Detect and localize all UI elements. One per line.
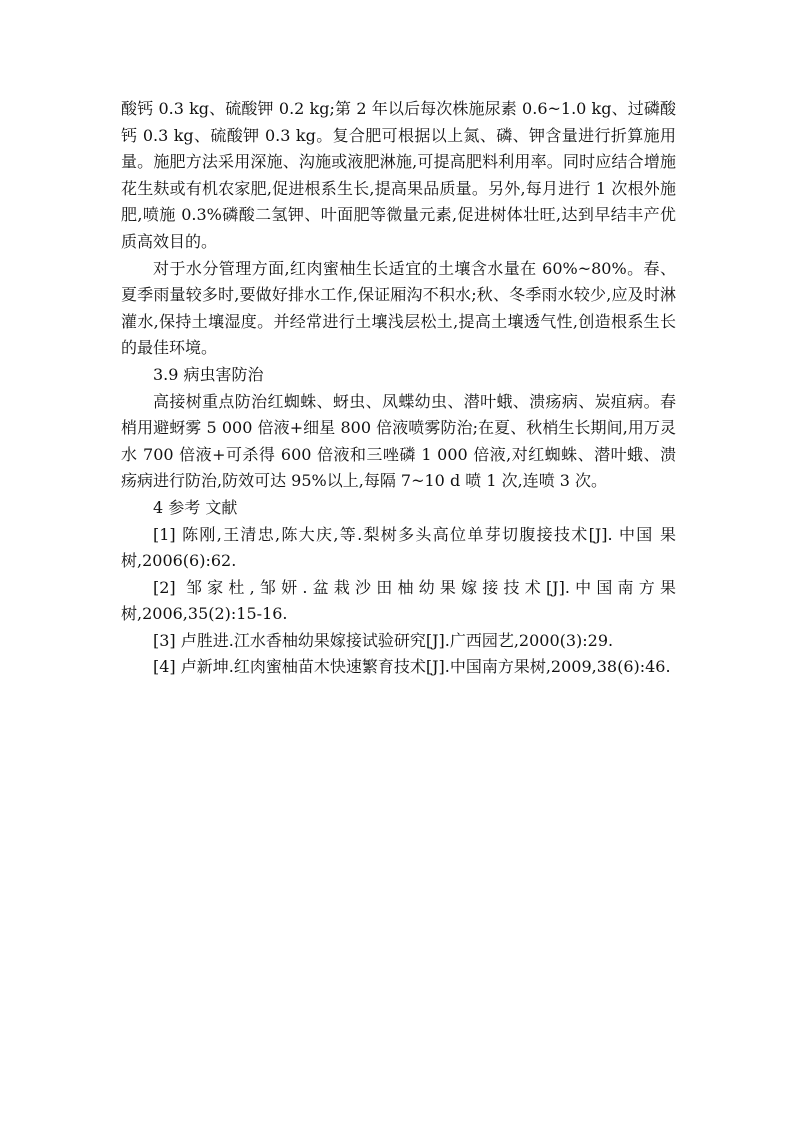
section-heading-pest-control: 3.9 病虫害防治 — [153, 364, 264, 384]
reference-item-3: [3] 卢胜进.江水香柚幼果嫁接试验研究[J].广西园艺,2000(3):29. — [153, 630, 614, 650]
fertilizer-paragraph: 酸钙 0.3 kg、硫酸钾 0.2 kg;第 2 年以后每次株施尿素 0.6~1.0 kg、过磷酸钙 0.3 kg、硫酸钾 0.3 kg。复合肥可根据以上氮、磷、钾含量进行折算施用量。施肥方法采用深施、沟施或液肥淋施,可提高肥料利用率。同时应结合增施花生麸或有机农家肥,促进根系生长,提高果品质量。另外,每月进行 1 次根外施肥,喷施 0.3%磷酸二氢钾、叶面肥等微量元素,促进树体壮旺,达到早结丰产优质高效目的。 — [121, 99, 676, 251]
water-management-paragraph: 对于水分管理方面,红肉蜜柚生长适宜的土壤含水量在 60%~80%。春、夏季雨量较多时,要做好排水工作,保证厢沟不积水;秋、冬季雨水较少,应及时淋灌水,保持土壤湿度。并经常进行土壤浅层松土,提高土壤透气性,创造根系生长的最佳环境。 — [121, 258, 676, 358]
pest-control-paragraph: 高接树重点防治红蜘蛛、蚜虫、凤蝶幼虫、潜叶蛾、溃疡病、炭疽病。春梢用避蚜雾 5 000 倍液+细星 800 倍液喷雾防治;在夏、秋梢生长期间,用万灵水 700 倍液+可杀得 600 倍液和三唑磷 1 000 倍液,对红蜘蛛、潜叶蛾、溃疡病进行防治,防效可达 95%以上,每隔 7~10 d 喷 1 次,连喷 3 次。 — [121, 391, 676, 491]
page-body — [121, 96, 676, 681]
reference-item-4: [4] 卢新坤.红肉蜜柚苗木快速繁育技术[J].中国南方果树,2009,38(6):46. — [153, 657, 671, 677]
section-heading-references: 4 参考 文献 — [153, 497, 238, 517]
reference-item-2: [2] 邹家杜,邹妍.盆栽沙田柚幼果嫁接技术[J].中国南方果树,2006,35(2):15-16. — [121, 577, 676, 624]
reference-item-1: [1] 陈刚,王清忠,陈大庆,等.梨树多头高位单芽切腹接技术[J]. 中国 果树,2006(6):62. — [121, 524, 676, 571]
